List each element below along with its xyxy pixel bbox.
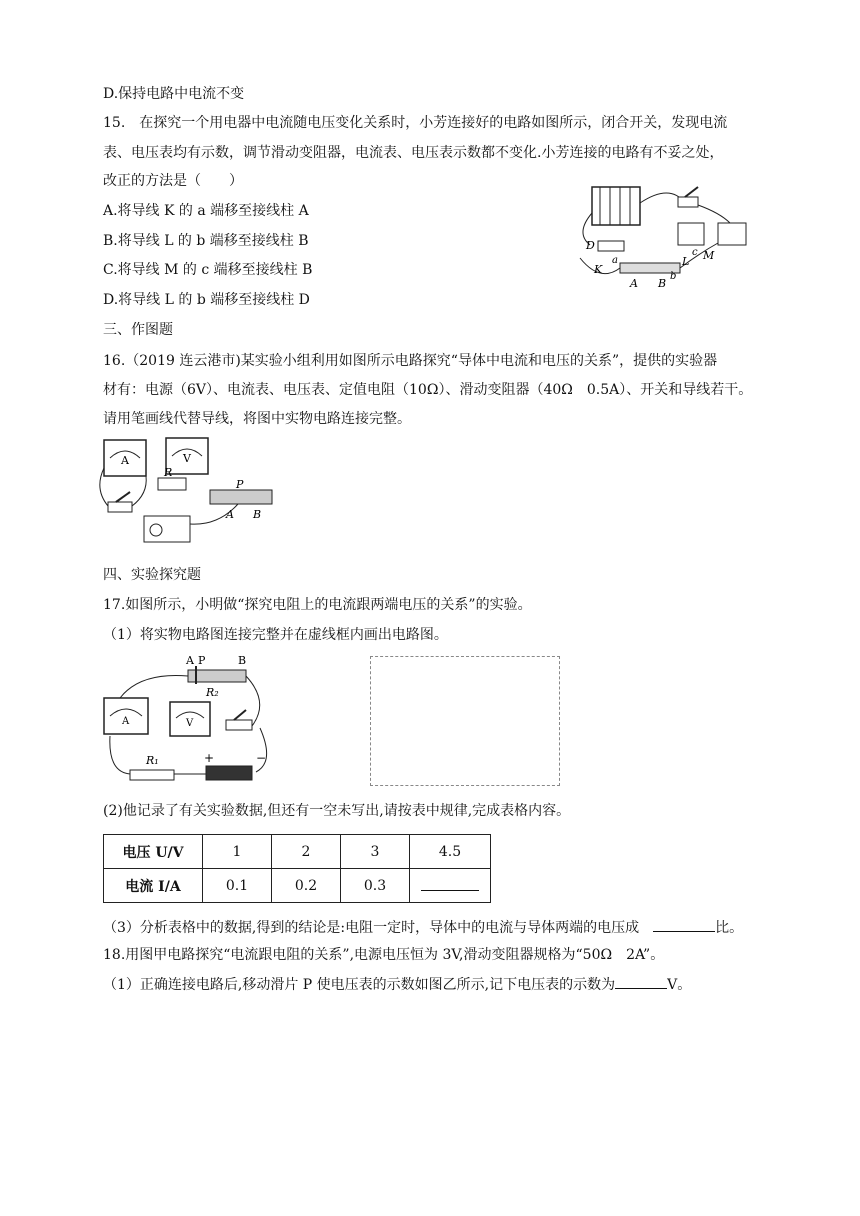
answer-blank[interactable] xyxy=(653,917,715,932)
q15-option-a: A.将导线 K 的 a 端移至接线柱 A xyxy=(103,203,309,219)
table-cell: 1 xyxy=(203,835,272,869)
data-table xyxy=(103,834,491,903)
fig15-label-d: D xyxy=(586,239,595,252)
fig17-label-p: P xyxy=(198,654,206,667)
q16-stem-line3: 请用笔画线代替导线，将图中实物电路连接完整。 xyxy=(103,411,411,427)
fig15-label-b: b xyxy=(670,271,677,282)
table-cell: 3 xyxy=(341,835,410,869)
fig16-label-voltmeter: V xyxy=(183,452,191,465)
q15-stem-line1: 15. 在探究一个用电器中电流随电压变化关系时，小芳连接好的电路如图所示，闭合开关，发现电流 xyxy=(103,115,728,131)
section-4-heading: 四、实验探究题 xyxy=(103,567,201,583)
q17-part3-end: 比。 xyxy=(715,920,744,936)
fig17-label-minus: − xyxy=(256,751,267,765)
fig15-label-l: L xyxy=(682,255,690,268)
answer-blank[interactable] xyxy=(421,876,479,891)
q18-part1 xyxy=(103,974,691,995)
table-row xyxy=(104,869,491,903)
q16-circuit-figure xyxy=(98,434,280,546)
q14-option-d: D.保持电路中电流不变 xyxy=(103,86,245,102)
q18-part1-end: V。 xyxy=(667,977,692,993)
table-row xyxy=(104,835,491,869)
q15-option-c: C.将导线 M 的 c 端移至接线柱 B xyxy=(103,262,313,278)
q17-part3 xyxy=(103,917,743,938)
table-cell: 2 xyxy=(272,835,341,869)
circuit-diagram-box[interactable] xyxy=(370,656,560,786)
q17-part3-text: （3）分析表格中的数据,得到的结论是:电阻一定时，导体中的电流与导体两端的电压成 xyxy=(103,920,640,936)
table-cell: 电压 U/V xyxy=(104,835,203,869)
answer-blank[interactable] xyxy=(615,974,667,989)
q15-stem-line2: 表、电压表均有示数，调节滑动变阻器，电流表、电压表示数都不变化.小芳连接的电路有不妥之处， xyxy=(103,145,724,161)
fig17-label-ammeter: A xyxy=(122,716,130,727)
table-cell: 0.1 xyxy=(203,869,272,903)
fig15-label-c: c xyxy=(692,247,698,258)
q16-stem-line2: 材有：电源（6V）、电流表、电压表、定值电阻（10Ω）、滑动变阻器（40Ω 0.5A）、开关和导线若干。 xyxy=(103,382,753,398)
fig17-label-a: A xyxy=(186,654,194,667)
fig17-label-voltmeter: V xyxy=(186,718,194,729)
table-cell: 4.5 xyxy=(410,835,491,869)
q16-stem-line1: 16.（2019 连云港市)某实验小组利用如图所示电路探究“导体中电流和电压的关系”，提供的实验器 xyxy=(103,353,718,369)
q18-part1-text: （1）正确连接电路后,移动滑片 P 使电压表的示数如图乙所示,记下电压表的示数为 xyxy=(103,977,616,993)
table-cell: 0.3 xyxy=(341,869,410,903)
fig15-label-m: M xyxy=(703,249,715,262)
fig15-label-a: a xyxy=(612,255,618,266)
fig17-label-r1: R₁ xyxy=(146,754,159,767)
q18-stem: 18.用图甲电路探究“电流跟电阻的关系”,电源电压恒为 3V,滑动变阻器规格为“50Ω 2A”。 xyxy=(103,947,665,963)
fig16-label-ammeter: A xyxy=(121,454,129,467)
fig15-label-b-terminal: B xyxy=(658,277,667,290)
section-3-heading: 三、作图题 xyxy=(103,322,173,338)
q15-circuit-figure xyxy=(570,183,750,298)
fig16-label-p: P xyxy=(236,478,244,491)
fig17-label-r2: R₂ xyxy=(206,686,219,699)
fig15-label-a-terminal: A xyxy=(630,277,638,290)
fig16-label-a-terminal: A xyxy=(226,508,234,521)
q15-option-d: D.将导线 L 的 b 端移至接线柱 D xyxy=(103,292,310,308)
q17-part2: (2)他记录了有关实验数据,但还有一空未写出,请按表中规律,完成表格内容。 xyxy=(103,803,571,819)
q15-stem-line3: 改正的方法是（ ） xyxy=(103,173,243,189)
fig17-label-b: B xyxy=(238,654,247,667)
fig17-label-plus: + xyxy=(204,751,215,765)
fig16-label-r: R xyxy=(164,466,173,479)
fig16-label-b-terminal: B xyxy=(253,508,262,521)
q15-option-b: B.将导线 L 的 b 端移至接线柱 B xyxy=(103,233,309,249)
fig15-label-k: K xyxy=(594,263,603,276)
q17-stem: 17.如图所示，小明做“探究电阻上的电流跟两端电压的关系”的实验。 xyxy=(103,597,532,613)
table-cell: 电流 I/A xyxy=(104,869,203,903)
table-cell: 0.2 xyxy=(272,869,341,903)
table-blank-cell[interactable] xyxy=(410,869,491,903)
q17-part1: （1）将实物电路图连接完整并在虚线框内画出电路图。 xyxy=(103,627,448,643)
q17-circuit-figure xyxy=(100,652,275,790)
